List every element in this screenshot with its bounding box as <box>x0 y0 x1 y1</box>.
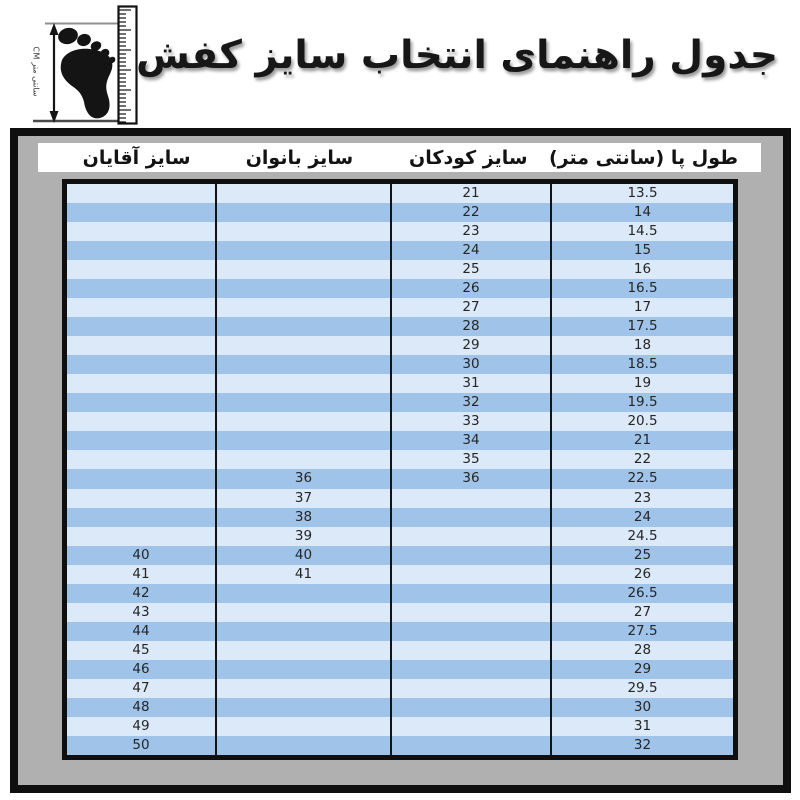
foot-length-cell: 26.5 <box>550 584 733 603</box>
table-row <box>67 336 733 355</box>
men-size-cell <box>67 260 215 279</box>
women-size-cell: 39 <box>215 527 390 546</box>
children-size-cell <box>390 584 550 603</box>
children-size-cell: 30 <box>390 355 550 374</box>
footprint-icon <box>56 26 116 119</box>
women-size-cell <box>215 641 390 660</box>
children-size-cell <box>390 622 550 641</box>
foot-length-cell: 14 <box>550 203 733 222</box>
table-row <box>67 698 733 717</box>
children-size-cell: 22 <box>390 203 550 222</box>
women-size-cell <box>215 279 390 298</box>
men-size-cell <box>67 469 215 488</box>
table-row <box>67 641 733 660</box>
men-size-cell: 49 <box>132 717 150 734</box>
cm-scale-label: سانتی متر CM <box>31 46 41 97</box>
table-row <box>67 374 733 393</box>
foot-length-cell: 24 <box>550 508 733 527</box>
children-size-cell: 32 <box>390 393 550 412</box>
foot-length-cell: 17.5 <box>550 317 733 336</box>
table-panel <box>10 128 791 793</box>
table-row <box>67 184 733 203</box>
foot-length-cell: 26 <box>550 565 733 584</box>
table-header-row <box>38 143 761 172</box>
header-men-size: سایز آقایان <box>82 146 191 169</box>
table-row <box>67 603 733 622</box>
men-size-cell: 46 <box>132 660 150 677</box>
foot-length-cell: 21 <box>550 431 733 450</box>
table-row <box>67 412 733 431</box>
table-row <box>67 660 733 679</box>
children-size-cell: 34 <box>390 431 550 450</box>
table-row <box>67 736 733 755</box>
men-size-cell <box>67 412 215 431</box>
women-size-cell <box>215 660 390 679</box>
foot-length-cell: 19.5 <box>550 393 733 412</box>
men-size-cell <box>67 508 215 527</box>
table-row <box>67 279 733 298</box>
table-row <box>67 317 733 336</box>
children-size-cell <box>390 698 550 717</box>
header-foot-length: طول پا (سانتی متر) <box>548 146 738 169</box>
header-children-size: سایز کودکان <box>409 146 528 169</box>
arrow-up-icon <box>50 23 59 35</box>
children-size-cell: 33 <box>390 412 550 431</box>
foot-length-cell: 20.5 <box>550 412 733 431</box>
women-size-cell <box>215 717 390 736</box>
men-size-cell: 47 <box>132 679 150 696</box>
foot-length-cell: 29 <box>550 660 733 679</box>
table-row <box>67 508 733 527</box>
women-size-cell: 37 <box>215 489 390 508</box>
men-size-cell <box>67 336 215 355</box>
foot-length-cell: 18.5 <box>550 355 733 374</box>
women-size-cell: 36 <box>215 469 390 488</box>
women-size-cell <box>215 336 390 355</box>
table-row <box>67 584 733 603</box>
men-size-cell: 44 <box>132 622 150 639</box>
page-title: جدول راهنمای انتخاب سایز کفش <box>136 33 778 78</box>
men-size-cell <box>67 203 215 222</box>
header-women-size: سایز بانوان <box>245 146 354 169</box>
table-row <box>67 622 733 641</box>
table-row <box>67 679 733 698</box>
table-row <box>67 260 733 279</box>
children-size-cell: 31 <box>390 374 550 393</box>
women-size-cell <box>215 393 390 412</box>
men-size-cell <box>67 184 215 203</box>
table-row <box>67 222 733 241</box>
table-row <box>67 546 733 565</box>
children-size-cell <box>390 508 550 527</box>
children-size-cell <box>390 546 550 565</box>
women-size-cell <box>215 355 390 374</box>
women-size-cell <box>215 298 390 317</box>
table-row <box>67 565 733 584</box>
women-size-cell <box>215 622 390 641</box>
table-row <box>67 241 733 260</box>
women-size-cell <box>215 317 390 336</box>
women-size-cell <box>215 698 390 717</box>
women-size-cell <box>215 260 390 279</box>
women-size-cell: 38 <box>215 508 390 527</box>
table-row <box>67 527 733 546</box>
foot-length-cell: 31 <box>550 717 733 736</box>
men-size-cell: 45 <box>132 641 150 658</box>
women-size-cell <box>215 584 390 603</box>
women-size-cell <box>215 431 390 450</box>
foot-length-cell: 22.5 <box>550 469 733 488</box>
women-size-cell <box>215 450 390 469</box>
children-size-cell <box>390 603 550 622</box>
foot-length-cell: 25 <box>550 546 733 565</box>
children-size-cell: 28 <box>390 317 550 336</box>
foot-length-cell: 29.5 <box>550 679 733 698</box>
foot-length-cell: 24.5 <box>550 527 733 546</box>
table-row <box>67 469 733 488</box>
men-size-cell: 50 <box>132 736 150 753</box>
table-row <box>67 450 733 469</box>
children-size-cell <box>390 641 550 660</box>
women-size-cell <box>215 374 390 393</box>
children-size-cell: 27 <box>390 298 550 317</box>
men-size-cell <box>67 279 215 298</box>
women-size-cell <box>215 412 390 431</box>
foot-length-cell: 23 <box>550 489 733 508</box>
children-size-cell <box>390 565 550 584</box>
women-size-cell <box>215 241 390 260</box>
men-size-cell <box>67 450 215 469</box>
men-size-cell: 42 <box>132 584 150 601</box>
foot-length-cell: 19 <box>550 374 733 393</box>
men-size-cell: 41 <box>132 565 150 582</box>
women-size-cell <box>215 184 390 203</box>
foot-length-cell: 17 <box>550 298 733 317</box>
foot-length-cell: 13.5 <box>550 184 733 203</box>
children-size-cell: 25 <box>390 260 550 279</box>
men-size-cell <box>67 317 215 336</box>
table-row <box>67 431 733 450</box>
foot-length-cell: 27.5 <box>550 622 733 641</box>
table-row <box>67 203 733 222</box>
women-size-cell: 41 <box>215 565 390 584</box>
table-row <box>67 489 733 508</box>
children-size-cell: 23 <box>390 222 550 241</box>
foot-length-cell: 30 <box>550 698 733 717</box>
children-size-cell: 29 <box>390 336 550 355</box>
men-size-cell <box>67 489 215 508</box>
women-size-cell <box>215 222 390 241</box>
men-size-cell <box>67 298 215 317</box>
children-size-cell <box>390 527 550 546</box>
men-size-cell <box>67 374 215 393</box>
women-size-cell <box>215 203 390 222</box>
foot-length-cell: 16.5 <box>550 279 733 298</box>
foot-length-cell: 18 <box>550 336 733 355</box>
foot-length-cell: 28 <box>550 641 733 660</box>
men-size-cell <box>67 222 215 241</box>
women-size-cell: 40 <box>215 546 390 565</box>
men-size-cell: 48 <box>132 698 150 715</box>
women-size-cell <box>215 736 390 755</box>
children-size-cell: 26 <box>390 279 550 298</box>
men-size-cell <box>67 241 215 260</box>
table-row <box>67 355 733 374</box>
foot-ruler-graphic <box>28 2 140 128</box>
table-row <box>67 717 733 736</box>
foot-length-cell: 27 <box>550 603 733 622</box>
children-size-cell <box>390 736 550 755</box>
children-size-cell <box>390 660 550 679</box>
women-size-cell <box>215 603 390 622</box>
foot-length-cell: 22 <box>550 450 733 469</box>
children-size-cell: 21 <box>390 184 550 203</box>
men-size-cell <box>67 431 215 450</box>
women-size-cell <box>215 679 390 698</box>
foot-length-cell: 32 <box>550 736 733 755</box>
men-size-cell <box>67 355 215 374</box>
foot-measurement-icon <box>28 2 140 128</box>
men-size-cell: 40 <box>132 546 150 563</box>
children-size-cell: 24 <box>390 241 550 260</box>
foot-length-cell: 15 <box>550 241 733 260</box>
children-size-cell: 35 <box>390 450 550 469</box>
foot-length-cell: 14.5 <box>550 222 733 241</box>
men-size-cell: 43 <box>132 603 150 620</box>
children-size-cell <box>390 679 550 698</box>
children-size-cell <box>390 717 550 736</box>
men-size-cell <box>67 527 215 546</box>
men-size-cell <box>67 393 215 412</box>
foot-length-cell: 16 <box>550 260 733 279</box>
children-size-cell: 36 <box>390 469 550 488</box>
table-row <box>67 298 733 317</box>
children-size-cell <box>390 489 550 508</box>
table-row <box>67 393 733 412</box>
size-table-body <box>62 179 738 760</box>
